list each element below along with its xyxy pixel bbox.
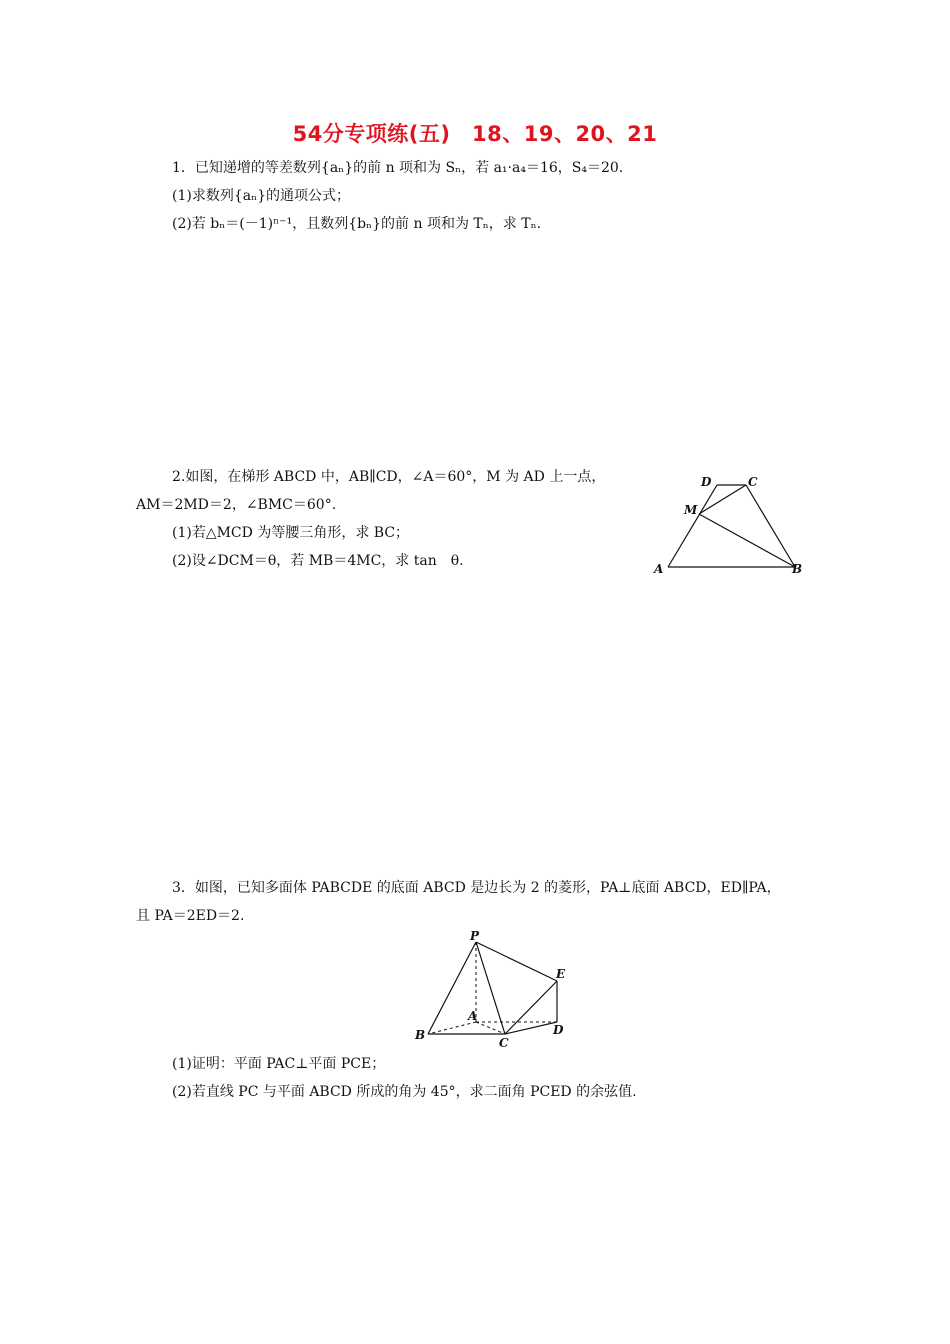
polyhedron-figure: [410, 928, 575, 1050]
problem-2-part-1: (1)若△MCD 为等腰三角形，求 BC；: [172, 525, 410, 541]
label-p: P: [470, 929, 480, 943]
label-b: B: [792, 562, 803, 576]
segment-mb: [699, 514, 795, 567]
label-d: D: [553, 1023, 564, 1037]
problem-2-statement-cont: AM＝2MD＝2，∠BMC＝60°.: [136, 497, 337, 513]
edge-ce: [505, 981, 557, 1034]
problem-1-part-1: (1)求数列{aₙ}的通项公式；: [172, 188, 351, 204]
label-b: B: [415, 1028, 426, 1042]
page-title: 54分专项练(五) 18、19、20、21: [292, 122, 658, 146]
hidden-edge-ab: [428, 1022, 476, 1034]
label-a: A: [654, 562, 664, 576]
edge-cd: [505, 1022, 557, 1034]
trapezoid-figure: [650, 470, 810, 580]
edge-ad: [668, 485, 717, 567]
edge-pe: [476, 942, 557, 981]
problem-2-part-2: (2)设∠DCM＝θ，若 MB＝4MC，求 tan θ.: [172, 553, 464, 569]
problem-3-statement: 3．如图，已知多面体 PABCDE 的底面 ABCD 是边长为 2 的菱形，PA⊥底面 ABCD，ED∥PA，: [172, 880, 781, 896]
problem-1-statement: 1．已知递增的等差数列{aₙ}的前 n 项和为 Sₙ，若 a₁·a₄＝16，S₄＝20.: [172, 160, 624, 176]
edge-cb: [746, 485, 795, 567]
label-e: E: [556, 967, 566, 981]
problem-3-statement-cont: 且 PA＝2ED＝2.: [136, 908, 245, 924]
label-d: D: [701, 475, 712, 489]
label-c: C: [499, 1036, 509, 1050]
segment-mc: [699, 485, 746, 514]
edge-pc: [476, 942, 505, 1034]
label-m: M: [684, 503, 698, 517]
problem-2-statement: 2.如图，在梯形 ABCD 中，AB∥CD，∠A＝60°，M 为 AD 上一点，: [172, 469, 606, 485]
hidden-edge-ac: [476, 1022, 505, 1034]
label-c: C: [748, 475, 758, 489]
problem-1-part-2: (2)若 bₙ＝(－1)ⁿ⁻¹，且数列{bₙ}的前 n 项和为 Tₙ，求 Tₙ.: [172, 216, 542, 232]
label-a: A: [468, 1009, 478, 1023]
problem-3-part-1: (1)证明：平面 PAC⊥平面 PCE；: [172, 1056, 386, 1072]
problem-3-part-2: (2)若直线 PC 与平面 ABCD 所成的角为 45°，求二面角 PCED 的余弦值.: [172, 1084, 637, 1100]
